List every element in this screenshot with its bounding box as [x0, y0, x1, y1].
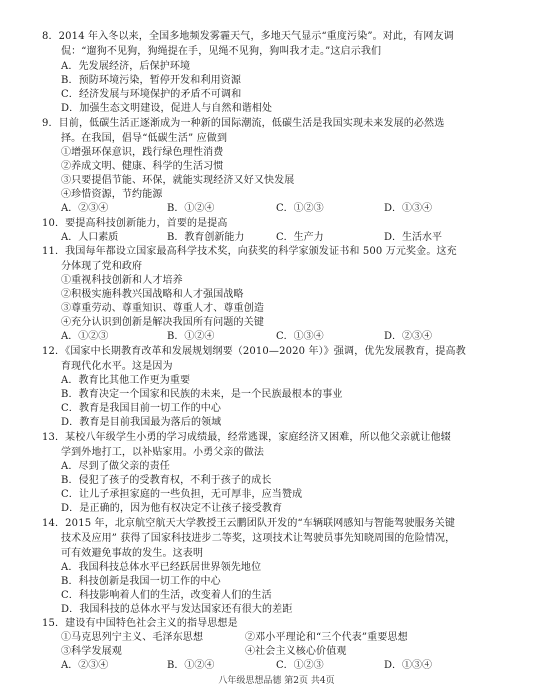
q8-stem-line1: 8．2014 年入冬以来，全国多地频发雾霾天气，多地天气显示“重度污染”。对此，有网友调 [42, 31, 454, 42]
q11-statement-2: ②积极实施科教兴国战略和人才强国战略 [61, 289, 244, 300]
q11-option-a: A．①②③ [61, 331, 109, 342]
q11-option-c: C．①③④ [276, 331, 324, 342]
q15-statement-1: ①马克思列宁主义、毛泽东思想 [61, 632, 204, 643]
q8-option-b: B．预防环境污染，暂停开发和利用资源 [61, 75, 242, 86]
q8-option-d: D．加强生态文明建设，促进人与自然和谐相处 [61, 103, 273, 114]
q11-stem-line2: 分体现了党和政府 [61, 261, 143, 272]
q11-options-row [0, 330, 553, 343]
q9-options-row [0, 202, 553, 215]
q12-option-d: D．教育是目前我国最为落后的领域 [61, 417, 222, 428]
q15-option-a: A．②③④ [61, 660, 109, 671]
q13-option-c: C．让儿子承担家庭的一些负担，无可厚非，应当赞成 [61, 489, 303, 500]
q11-statement-3: ③尊重劳动、尊重知识、尊重人才、尊重创造 [61, 303, 264, 314]
q13-stem-line2: 学到外地打工，以补贴家用。小勇父亲的做法 [61, 447, 264, 458]
q8-stem-line2: 侃：“遛狗不见狗，狗绳提在手，见绳不见狗，狗叫我才走。”这启示我们 [61, 46, 382, 57]
q12-option-c: C．教育是我国目前一切工作的中心 [61, 403, 222, 414]
q15-statement-3: ③科学发展观 [61, 646, 122, 657]
q15-options-row [0, 659, 553, 672]
q13-option-a: A．尽到了做父亲的责任 [61, 461, 170, 472]
q9-option-c: C．①②③ [276, 203, 324, 214]
q11-statement-4: ④充分认识到创新是解决我国所有问题的关键 [61, 317, 264, 328]
q14-option-d: D．我国科技的总体水平与发达国家还有很大的差距 [61, 604, 293, 615]
q9-option-b: B．①②④ [167, 203, 215, 214]
q9-option-a: A．②③④ [61, 203, 109, 214]
q15-option-c: C．①②③ [276, 660, 324, 671]
q12-stem-line1: 12．《国家中长期教育改革和发展规划纲要（2010—2020 年）》强调，优先发展教育，提高教 [42, 346, 466, 357]
q10-option-d: D．生活水平 [384, 232, 443, 243]
q8-option-c: C．经济发展与环境保护的矛盾不可调和 [61, 89, 242, 100]
q10-options-row [0, 231, 553, 244]
q9-stem-line1: 9．目前，低碳生活正逐渐成为一种新的国际潮流，低碳生活是我国实现未来发展的必然选 [42, 118, 445, 129]
q11-stem-line1: 11．我国每年都设立国家最高科学技术奖，向获奖的科学家颁发证书和 500 万元奖金。这充 [42, 246, 457, 257]
q14-option-a: A．我国科技总体水平已经跃居世界领先地位 [61, 562, 262, 573]
q10-option-a: A．人口素质 [61, 232, 119, 243]
q9-statement-4: ④珍惜资源，节约能源 [61, 189, 163, 200]
q14-option-b: B．科技创新是我国一切工作的中心 [61, 576, 221, 587]
q9-statement-2: ②养成文明、健康、科学的生活习惯 [61, 161, 224, 172]
q9-statement-3: ③只要提倡节能、环保，就能实现经济又好又快发展 [61, 175, 295, 186]
q15-option-d: D．①③④ [384, 660, 433, 671]
q12-option-b: B．教育决定一个国家和民族的未来，是一个民族最根本的事业 [61, 389, 343, 400]
q11-option-d: D．②③④ [384, 331, 433, 342]
q10-stem-line1: 10．要提高科技创新能力，首要的是提高 [42, 218, 228, 229]
q13-option-d: D．是正确的，因为他有权决定不让孩子接受教育 [61, 503, 283, 514]
q15-statement-2: ②邓小平理论和“三个代表”重要思想 [245, 632, 408, 643]
q14-option-c: C．科技影响着人们的生活，改变着人们的生活 [61, 590, 272, 601]
q15-statement-4: ④社会主义核心价值观 [245, 646, 347, 657]
q8-option-a: A．先发展经济，后保护环境 [61, 61, 191, 72]
page-footer: 八年级思想品德 第2页 共4页 [218, 676, 335, 686]
q15-stem-line1: 15．建设有中国特色社会主义的指导思想是 [42, 618, 238, 629]
q9-option-d: D．①③④ [384, 203, 433, 214]
q14-stem-line2: 技术及应用” 获得了国家科技进步二等奖，这项技术让驾驶员事先知晓周围的危险情况， [61, 533, 456, 544]
q13-stem-line1: 13．某校八年级学生小勇的学习成绩最，经常逃课，家庭经济又困难，所以他父亲就让他辍 [42, 432, 451, 443]
q10-option-b: B．教育创新能力 [167, 232, 245, 243]
q14-stem-line1: 14．2015 年，北京航空航天大学教授王云鹏团队开发的“车辆联网感知与智能驾驶服务关键 [42, 518, 456, 529]
q14-stem-line3: 可有效避免事故的发生。这表明 [61, 548, 204, 559]
q11-option-b: B．①②④ [167, 331, 215, 342]
q15-option-b: B．①②④ [167, 660, 215, 671]
q13-option-b: B．侵犯了孩子的受教育权，不利于孩子的成长 [61, 475, 272, 486]
q12-stem-line2: 育现代化水平。这是因为 [61, 361, 173, 372]
q9-statement-1: ①增强环保意识，践行绿色理性消费 [61, 147, 224, 158]
q9-stem-line2: 择。在我国，倡导“低碳生活” 应做到 [61, 133, 228, 144]
q10-option-c: C．生产力 [276, 232, 324, 243]
q12-option-a: A．教育比其他工作更为重要 [61, 375, 191, 386]
q11-statement-1: ①重视科技创新和人才培养 [61, 275, 183, 286]
